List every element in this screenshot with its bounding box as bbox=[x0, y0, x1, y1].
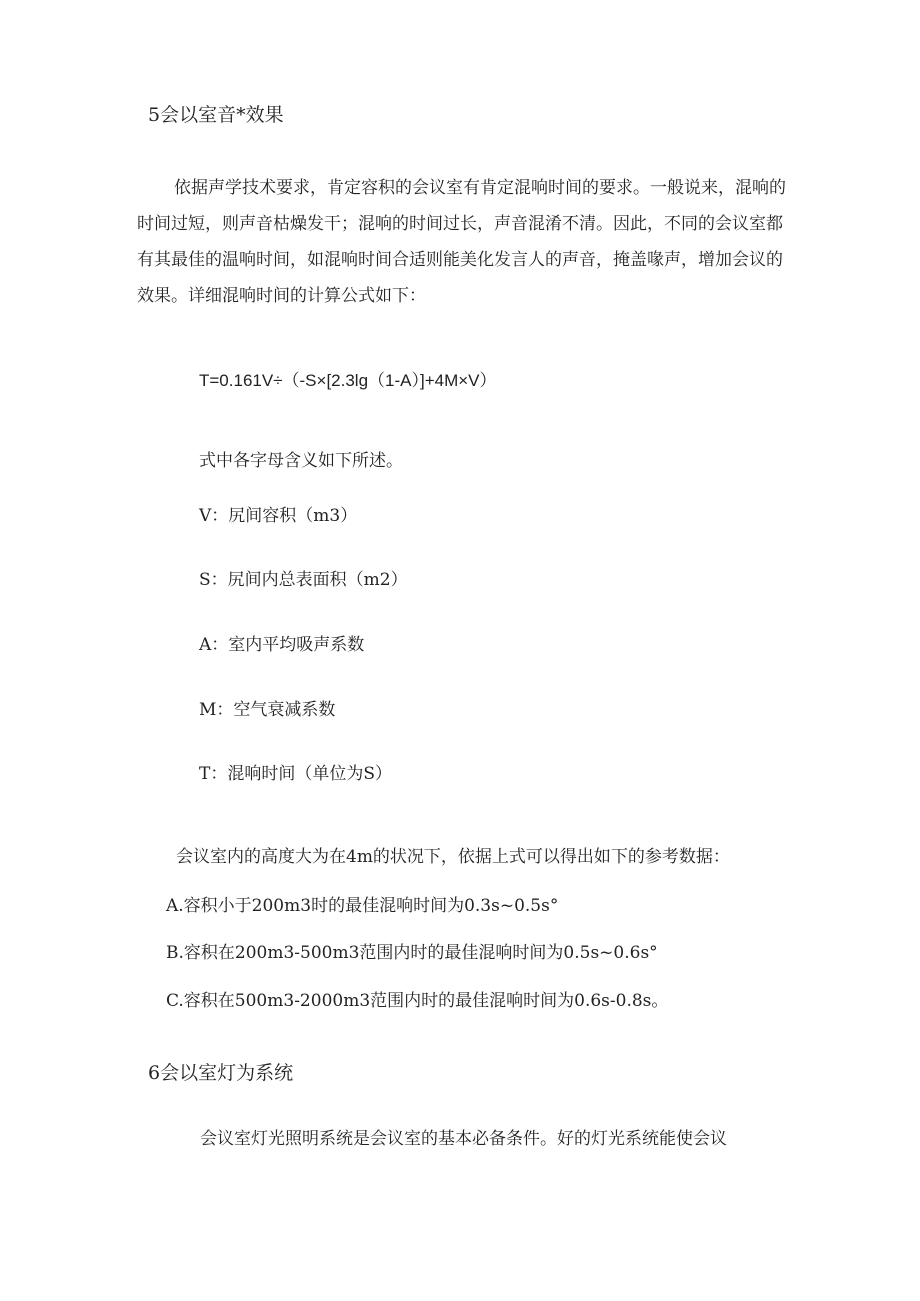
definition-item: V：尻间容积（m3） bbox=[199, 506, 358, 526]
reference-intro: 会议室内的高度大为在4m的状况下，依据上式可以得出如下的参考数据： bbox=[176, 847, 730, 867]
formula-note: 式中各字母含义如下所述。 bbox=[199, 451, 403, 471]
section-6-heading: 6会以室灯为系统 bbox=[148, 1062, 294, 1084]
definition-item: M：空气衰减系数 bbox=[199, 700, 336, 720]
definition-item: S：尻间内总表面积（m2） bbox=[199, 570, 408, 590]
intro-line: 效果。详细混响时间的计算公式如下： bbox=[137, 286, 426, 306]
section-5-intro-paragraph bbox=[137, 170, 786, 314]
definition-item: T：混响时间（单位为S） bbox=[199, 764, 392, 784]
intro-line: 依据声学技术要求，肯定容积的会议室有肯定混响时间的要求。一般说来，混响的 bbox=[174, 178, 786, 198]
section-5-heading: 5会以室音*效果 bbox=[148, 104, 284, 126]
reverberation-formula: T=0.161V÷（-S×[2.3lg（1-A）]+4M×V） bbox=[199, 371, 497, 390]
reference-item: B.容积在200m3-500m3范围内时的最佳混响时间为0.5s~0.6s° bbox=[166, 943, 658, 963]
section-6-body: 会议室灯光照明系统是会议室的基本必备条件。好的灯光系统能使会议 bbox=[200, 1129, 727, 1149]
intro-line: 时间过短，则声音枯燥发干；混响的时间过长，声音混淆不清。因此，不同的会议室都 bbox=[137, 214, 783, 234]
reference-item: A.容积小于200m3时的最佳混响时间为0.3s~0.5s° bbox=[166, 896, 559, 916]
reference-item: C.容积在500m3-2000m3范围内时的最佳混响时间为0.6s-0.8s。 bbox=[166, 991, 669, 1011]
definition-item: A：室内平均吸声系数 bbox=[199, 635, 365, 655]
intro-line: 有其最佳的温响时间，如混响时间合适则能美化发言人的声音，掩盖喙声，增加会议的 bbox=[137, 250, 783, 270]
